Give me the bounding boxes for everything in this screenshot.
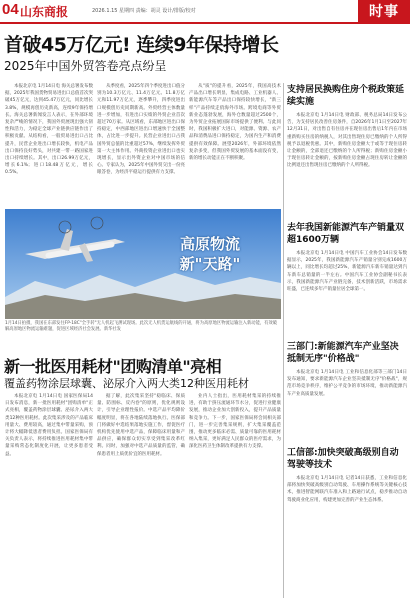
issue-meta: 2026.1.15 星期四 责编：胡灵 设计/排版/校对 xyxy=(92,8,196,14)
article-text: 本报北京电 1月14日电 财政部、税务总局14日发布公告，为支持居民改善住房条件，自2026年1月1日至2027年12月31日，对出售自有住房并在现住房出售后1年内在市场重新购买住房的纳税人，对其出售现住房已缴纳的个人所得税予以退税优惠。其中，新购住房金额大于或等于现住房转让金额的，全部退还已缴纳的个人所得税；新购住房金额小于现住房转让金额的，按新购住房金额占现住房转让金额的比例退还出售现住房已缴纳的个人所得税。 xyxy=(287,113,407,169)
article-text: 本报北京电 1月14日电 工业和信息化部等三部门14日发布通知，要求新能源汽车企业坚决抵制无序"价格战"，规范市场竞争秩序，维护公平竞争的市场环境，推动新能源汽车产业高质量发展。 xyxy=(287,370,407,397)
right-headline-1: 支持居民换购住房个税政策延续实施 xyxy=(287,85,405,107)
photo-overlay-line-2: 新"天路" xyxy=(179,255,241,273)
article-text: 本报北京电 1月14日电 记者14日获悉，工业和信息化部将加快突破高级别自动驾驶、车用操作系统等关键核心技术，推进智能网联汽车准入和上路通行试点，稳步推动自动驾驶商业化应用，构建更加完善的产业生态体系。 xyxy=(287,476,407,503)
page-header xyxy=(0,0,410,24)
right-article-4 xyxy=(287,475,407,598)
article-column-6 xyxy=(189,393,281,598)
section-label: 时事 xyxy=(358,0,410,24)
second-subhead: 覆盖药物涂层球囊、泌尿介入两大类12种医用耗材 xyxy=(4,377,249,390)
article-text: 本报北京电 1月14日电 海关总署发布数据，2025年我国货物贸易进出口总值首次突破45万亿元，达到45.47万亿元，同比增长3.8%，规模再创历史新高，连续9年保持增长。海关总署新闻发言人表示，在外部环境复杂严峻的情况下，我国外贸展现出强大韧性和活力，为稳定全球产业链供应链作出了积极贡献。从结构看，一般贸易进出口占比提升，民营企业进出口增长较快，机电产品出口保持良好势头，对共建一带一路国家进出口持续增长。其中，出口26.99万亿元，增长6.1%；进口18.48万亿元，增长0.5%。 xyxy=(5,84,93,176)
article-text: 从"质"的提升看，2025年，我国高技术产品出口增长明显，集成电路、工业机器人、新能源汽车等产品出口保持较快增长，"新三样"产品持续走俏海外市场。跨境电商等外贸新业态蓬勃发展，海外仓数量超过2500个，为外贸企业拓展国际市场提供了便利。与此同时，我国积极扩大进口，对能源、资源、农产品和消费品进口保持稳定，为国内生产和消费提供有效保障。展望2026年，外部环境依然复杂多变，但我国外贸发展的基本面没有变，新的增长动能正在不断积聚。 xyxy=(189,84,281,162)
photo-overlay-title xyxy=(150,234,270,274)
article-text: 业内人士指出，医用耗材集采的持续推进，有助于挤压流通环节水分，促进行业健康发展，推动企业加大创新投入，提升产品质量和竞争力。下一步，国家医保局将会同相关部门，进一步完善集采规则，扩大集采覆盖范围，推动更多临床必需、质量可靠的医用耗材纳入集采，更好满足人民群众的医疗需求，为深化医药卫生体制改革提供有力支撑。 xyxy=(189,394,281,450)
article-column-2 xyxy=(97,83,185,207)
right-headline-4: 工信部:加快突破高级别自动驾驶等技术 xyxy=(287,448,399,470)
header-rule xyxy=(0,22,358,24)
right-headline-3: 三部门:新能源汽车产业坚决抵制无序"价格战" xyxy=(287,342,399,364)
main-subhead: 2025年中国外贸答卷亮点纷呈 xyxy=(4,59,167,73)
right-article-3 xyxy=(287,369,407,442)
article-column-4 xyxy=(5,393,93,598)
right-article-2 xyxy=(287,250,407,337)
newspaper-brand: 山东商报 xyxy=(20,5,69,19)
second-headline: 新一批医用耗材"团购清单"亮相 xyxy=(4,357,222,376)
article-column-1 xyxy=(5,83,93,207)
article-text: 本报北京电 1月14日电 中国汽车工业协会14日发布数据显示，2025年，我国新能源汽车产销量分别完成1600万辆以上，同比增长均超过25%，新能源汽车新车销量达到汽车新车总销量的一半左右。中国汽车工业协会副秘书长表示，我国新能源汽车产业链完备，技术创新活跃，市场需求旺盛，已连续多年产销量位居全球第一。 xyxy=(287,251,407,293)
article-column-3 xyxy=(189,83,281,207)
article-column-5 xyxy=(97,393,185,598)
article-text: 据了解，此次集采坚持"稳临床、保质量、防围标、反内卷"的原则，优化规则设计，引导企业理性报价。中选产品平均降价幅度明显，将在各地陆续落地执行。医保部门将做好中选结果落地实施工作，督促医疗机构优先使用中选产品，保障临床用量和产品供应，确保群众切实享受到集采改革红利。同时，加强对中选产品质量的监管，确保患者用上质优价宜的医用耗材。 xyxy=(97,394,185,457)
right-article-1 xyxy=(287,112,407,217)
article-text: 从季度看，2025年四个季度进出口值分别为10.3万亿元、11.4万亿元、11.8万亿元和11.97万亿元，逐季攀升，四季度进出口规模创历史同期新高。外贸经营主体数量进一步增加，有进出口实绩的外贸企业首次超过70万家。从区域看，东部地区进出口保持稳定，中西部地区进出口增速快于全国整体，占比进一步提升。民营企业进出口占我国外贸总值的比重超过57%，继续发挥外贸第一大主体作用。外商投资企业进出口也实现增长，显示出外资企业对中国市场的信心。专家认为，2025年中国外贸交出一份亮眼答卷，为经济平稳运行提供有力支撑。 xyxy=(97,84,185,176)
column-divider xyxy=(283,83,284,598)
right-headline-2: 去年我国新能源汽车产销量双超1600万辆 xyxy=(287,223,405,245)
page-number: 04 xyxy=(2,1,19,18)
article-text: 本报北京电 1月14日电 国家医保局14日发布消息，新一批医用耗材"团购清单"正式亮相，覆盖药物涂层球囊、泌尿介入两大类12种医用耗材。此次集采涉及的产品临床用量大、费用较高，通过集中带量采购，预计将大幅降低患者费用负担。国家医保局有关负责人表示，将持续推进医用耗材集中带量采购常态化制度化开展，让更多患者受益。 xyxy=(5,394,93,457)
photo-caption: 1月14日拍摄，我国在东部发往FP-18C"全手转"无人机起飞测试现场。此次无人机货运航线的开通，将为高原地区物流运输注入新动能，有效破解高原地区物流运输难题，促进区域经济社会发展。新华社发 xyxy=(5,321,278,332)
main-headline: 首破45万亿元! 连续9年保持增长 xyxy=(4,34,279,56)
photo-overlay-line-1: 高原物流 xyxy=(179,235,240,253)
